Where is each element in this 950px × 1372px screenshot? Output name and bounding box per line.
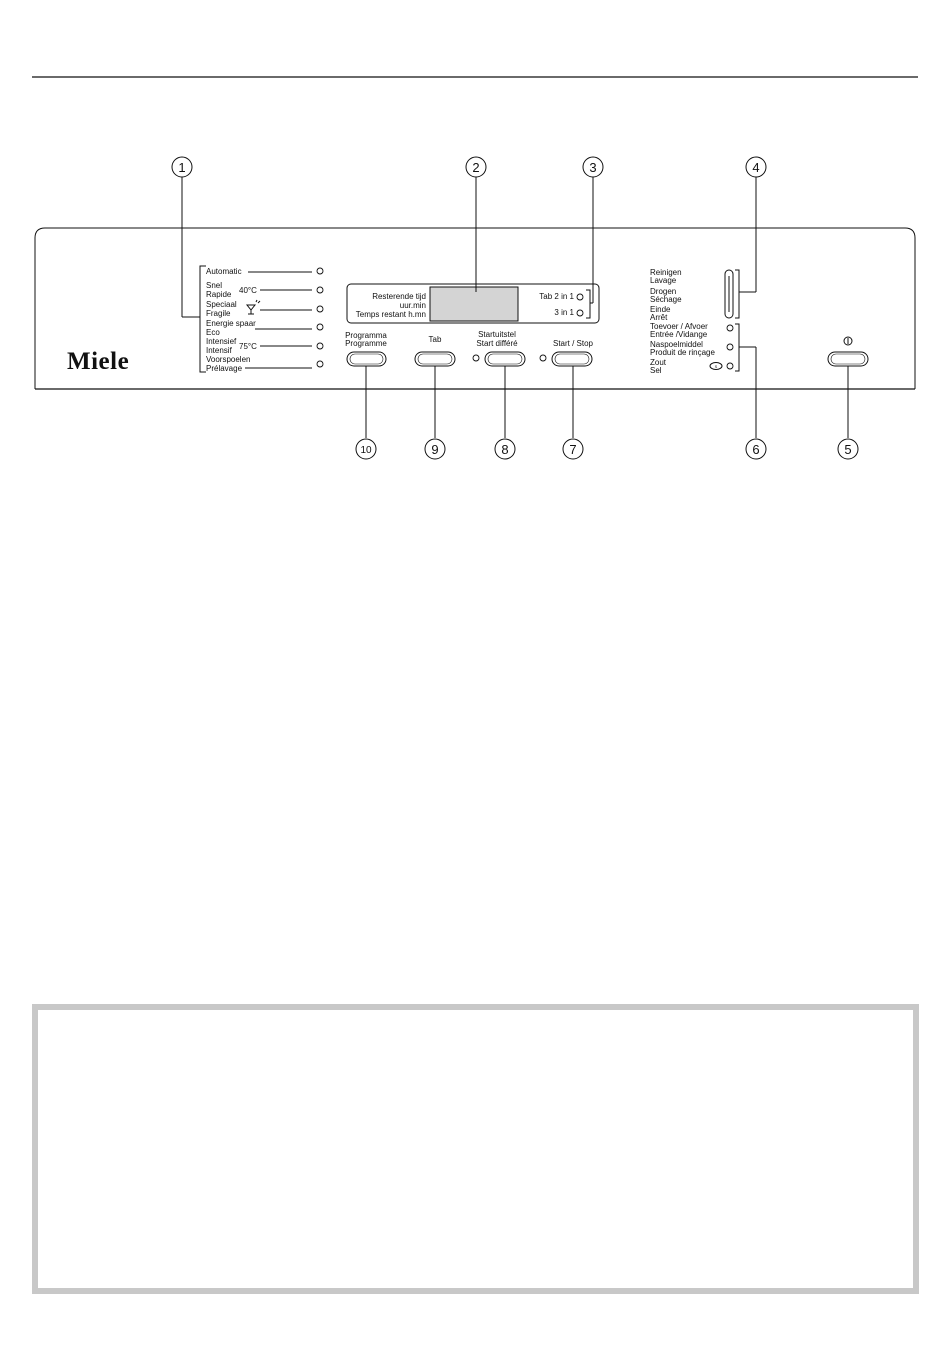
svg-text:7: 7 [569, 442, 577, 457]
callout-6 [746, 439, 766, 459]
programme-button[interactable] [347, 352, 386, 366]
programme-temp: 75°C [239, 342, 257, 351]
indicator-label-rinse-fr: Produit de rinçage [650, 348, 715, 357]
programme-label-fr: Intensif [206, 346, 232, 355]
tab-button-label: Tab [428, 335, 442, 344]
svg-text:9: 9 [431, 442, 439, 457]
tab-3in1-led [577, 310, 583, 316]
tab-bracket [586, 290, 590, 318]
programme-led [317, 306, 323, 312]
delay-start-button[interactable] [485, 352, 525, 366]
indicator-label-supply: Toevoer / Afvoer [650, 322, 708, 331]
callout-9 [425, 439, 445, 459]
glass-icon [247, 300, 260, 314]
programme-label: Energie spaar [206, 319, 256, 328]
indicator-label-salt: Zout [650, 358, 667, 367]
start-stop-button[interactable] [552, 352, 592, 366]
start-stop-button-group [540, 339, 594, 366]
svg-text:1: 1 [178, 160, 186, 175]
programme-label: Automatic [206, 267, 242, 276]
tab-button-group [415, 335, 455, 366]
programme-label-fr: Prélavage [206, 364, 243, 373]
callout-5 [838, 439, 858, 459]
phase-label-sechage: Séchage [650, 295, 682, 304]
rinse-aid-led [727, 344, 733, 350]
delay-start-label-fr: Start différé [476, 339, 518, 348]
power-symbol-icon [844, 337, 852, 345]
tab-2in1-led [577, 294, 583, 300]
callout-4 [746, 157, 766, 177]
svg-text:4: 4 [752, 160, 760, 175]
time-display [430, 287, 518, 321]
programme-led [317, 268, 323, 274]
programme-led [317, 287, 323, 293]
start-stop-led [540, 355, 546, 361]
phase-label-drogen: Drogen [650, 287, 677, 296]
callout-10 [356, 439, 376, 459]
programme-label-fr: Fragile [206, 309, 231, 318]
callout-3 [583, 157, 603, 177]
programme-row-snel [206, 281, 323, 299]
tab-option-2in1: Tab 2 in 1 [539, 292, 574, 301]
display-label-remaining: Resterende tijd [372, 292, 426, 301]
programme-button-label: Programma [345, 331, 387, 340]
delay-start-button-group [473, 330, 525, 366]
svg-text:5: 5 [844, 442, 852, 457]
callout-8 [495, 439, 515, 459]
programme-led [317, 324, 323, 330]
programme-row-automatic [206, 267, 323, 276]
programme-row-energie [206, 319, 323, 337]
programme-led [317, 361, 323, 367]
indicator-bracket [735, 324, 739, 371]
tab-option-3in1: 3 in 1 [554, 308, 574, 317]
phase-label-reinigen: Reinigen [650, 268, 682, 277]
callout-2 [466, 157, 486, 177]
programme-temp: 40°C [239, 286, 257, 295]
svg-text:S: S [714, 364, 718, 369]
phase-label-einde: Einde [650, 305, 671, 314]
start-stop-label: Start / Stop [552, 339, 594, 348]
delay-start-led [473, 355, 479, 361]
supply-drain-led [727, 325, 733, 331]
svg-text:8: 8 [501, 442, 509, 457]
indicator-label-supply-fr: Entrée /Vidange [650, 330, 708, 339]
callout-7 [563, 439, 583, 459]
programme-label: Speciaal [206, 300, 237, 309]
indicator-label-rinse: Naspoelmiddel [650, 340, 703, 349]
indicator-label-salt-fr: Sel [650, 366, 662, 375]
salt-icon [710, 363, 722, 370]
brand-logo: Miele [67, 348, 130, 375]
salt-led [727, 363, 733, 369]
delay-start-label: Startuitstel [478, 330, 516, 339]
programme-button-group [345, 331, 387, 366]
display-label-unit: uur.min [399, 301, 426, 310]
programme-button-label-fr: Programme [345, 339, 387, 348]
svg-text:2: 2 [472, 160, 480, 175]
programme-row-intensief [206, 337, 323, 355]
programme-led [317, 343, 323, 349]
phase-label-arret: Arrêt [650, 313, 668, 322]
svg-text:10: 10 [360, 445, 372, 456]
display-label-fr: Temps restant h.mn [355, 310, 426, 319]
programme-label: Voorspoelen [206, 355, 251, 364]
programme-label: Intensief [206, 337, 237, 346]
note-box [32, 1004, 919, 1294]
svg-text:3: 3 [589, 160, 597, 175]
power-button[interactable] [828, 352, 868, 366]
programme-row-speciaal [206, 300, 323, 318]
phase-label-lavage: Lavage [650, 276, 677, 285]
programme-label: Snel [206, 281, 223, 290]
callout-1 [172, 157, 192, 177]
phase-bracket [735, 270, 739, 318]
svg-text:6: 6 [752, 442, 760, 457]
programme-label-fr: Eco [206, 328, 220, 337]
tab-button[interactable] [415, 352, 455, 366]
programme-row-voorspoelen [206, 355, 323, 373]
programme-label-fr: Rapide [206, 290, 232, 299]
